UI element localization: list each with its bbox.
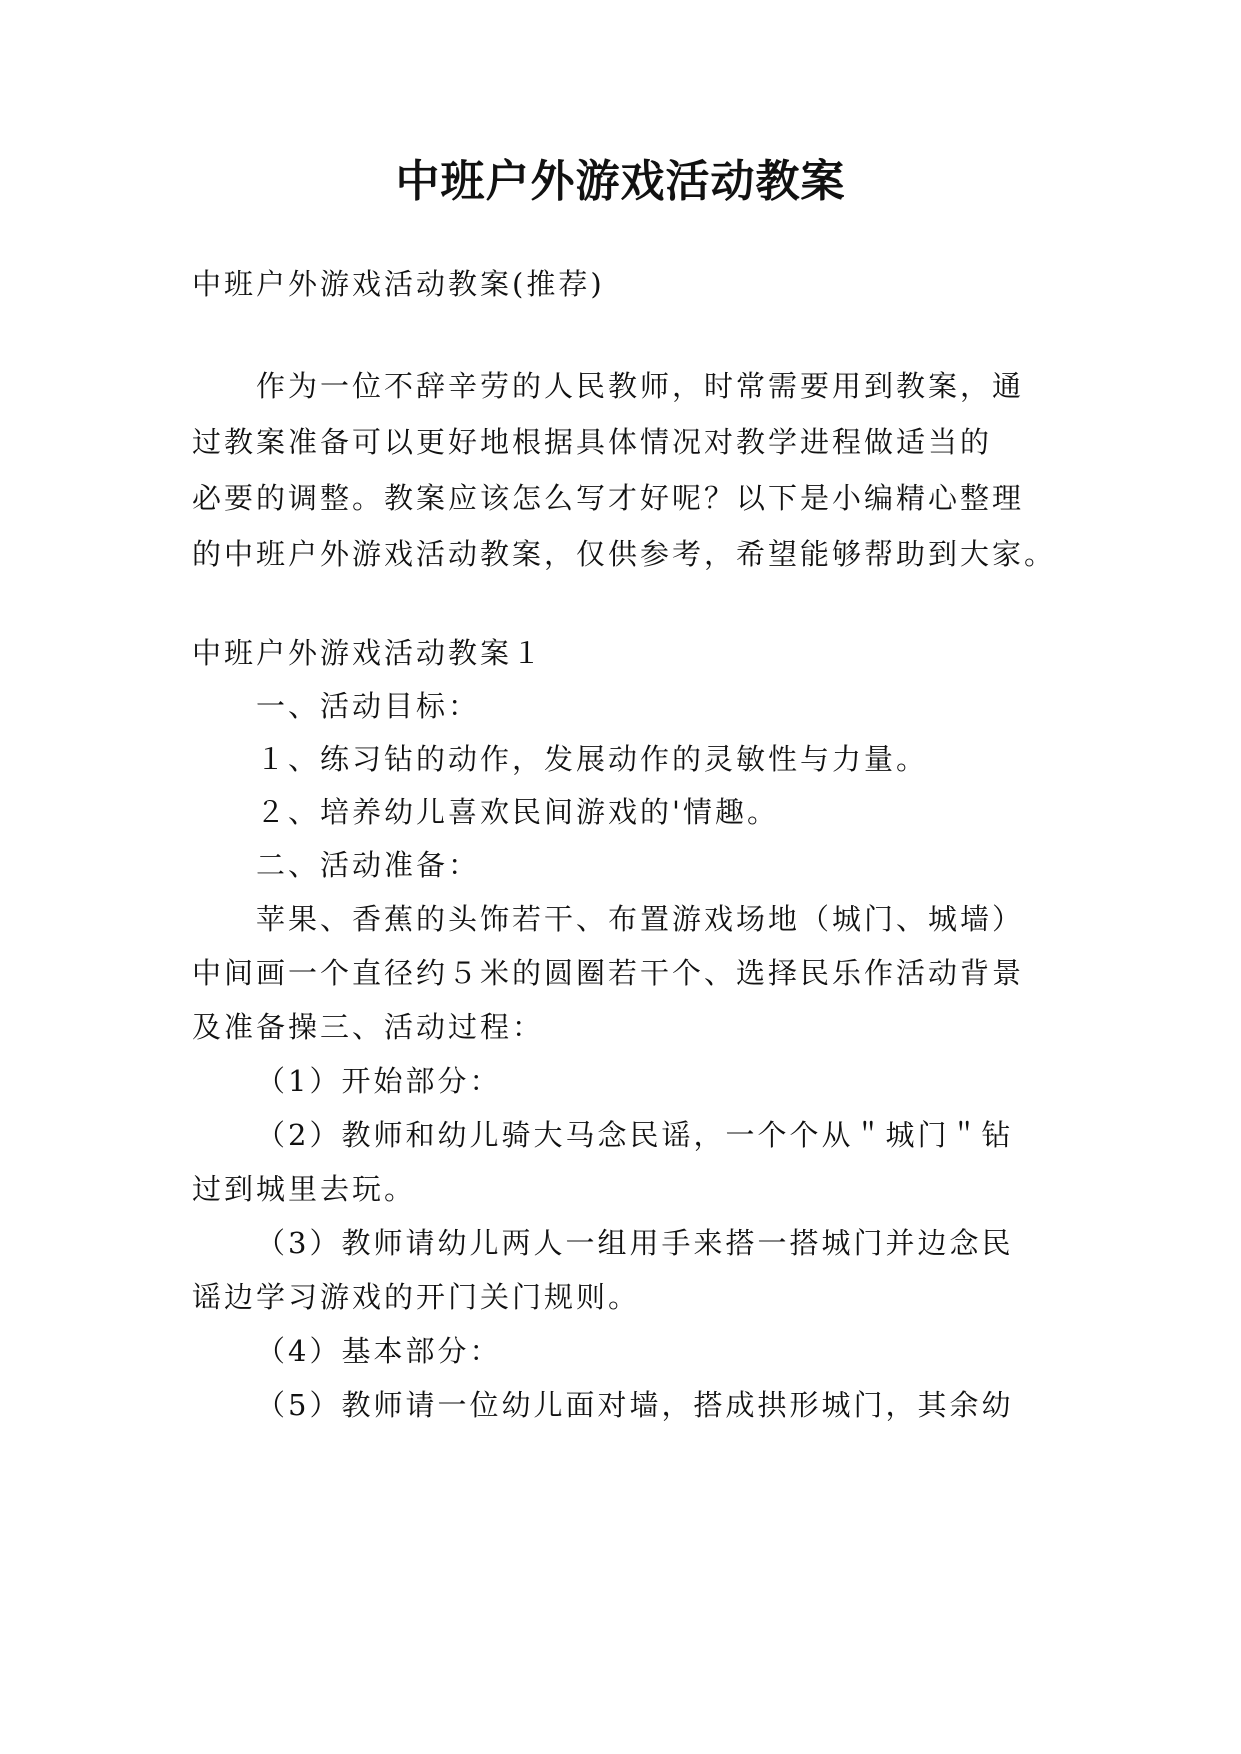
step-3-line-1: （3）教师请幼儿两人一组用手来搭一搭城门并边念民 <box>256 1226 1014 1260</box>
document-title: 中班户外游戏活动教案 <box>395 156 846 207</box>
intro-line-1: 作为一位不辞辛劳的人民教师，时常需要用到教案，通 <box>256 369 1025 403</box>
section-heading: 中班户外游戏活动教案１ <box>192 636 545 670</box>
prep-line-1: 苹果、香蕉的头饰若干、布置游戏场地（城门、城墙） <box>256 902 1025 936</box>
prep-line-3: 及准备操三、活动过程： <box>192 1010 545 1044</box>
goal-item-2: ２、培养幼儿喜欢民间游戏的'情趣。 <box>256 795 779 829</box>
step-2-line-1: （2）教师和幼儿骑大马念民谣，一个个从＂城门＂钻 <box>256 1118 1014 1152</box>
intro-line-2: 过教案准备可以更好地根据具体情况对教学进程做适当的 <box>192 425 993 459</box>
goal-heading: 一、活动目标： <box>256 689 481 723</box>
step-4: （4）基本部分： <box>256 1334 502 1368</box>
step-5-line-1: （5）教师请一位幼儿面对墙，搭成拱形城门，其余幼 <box>256 1388 1014 1422</box>
intro-line-4: 的中班户外游戏活动教案，仅供参考，希望能够帮助到大家。 <box>192 537 1057 571</box>
document-subtitle: 中班户外游戏活动教案(推荐) <box>192 267 605 301</box>
step-2-line-2: 过到城里去玩。 <box>192 1172 417 1206</box>
goal-item-1: １、练习钻的动作，发展动作的灵敏性与力量。 <box>256 742 929 776</box>
step-3-line-2: 谣边学习游戏的开门关门规则。 <box>192 1280 641 1314</box>
prep-line-2: 中间画一个直径约５米的圆圈若干个、选择民乐作活动背景 <box>192 956 1025 990</box>
intro-line-3: 必要的调整。教案应该怎么写才好呢？以下是小编精心整理 <box>192 481 1025 515</box>
step-1: （1）开始部分： <box>256 1064 502 1098</box>
prep-heading: 二、活动准备： <box>256 848 481 882</box>
